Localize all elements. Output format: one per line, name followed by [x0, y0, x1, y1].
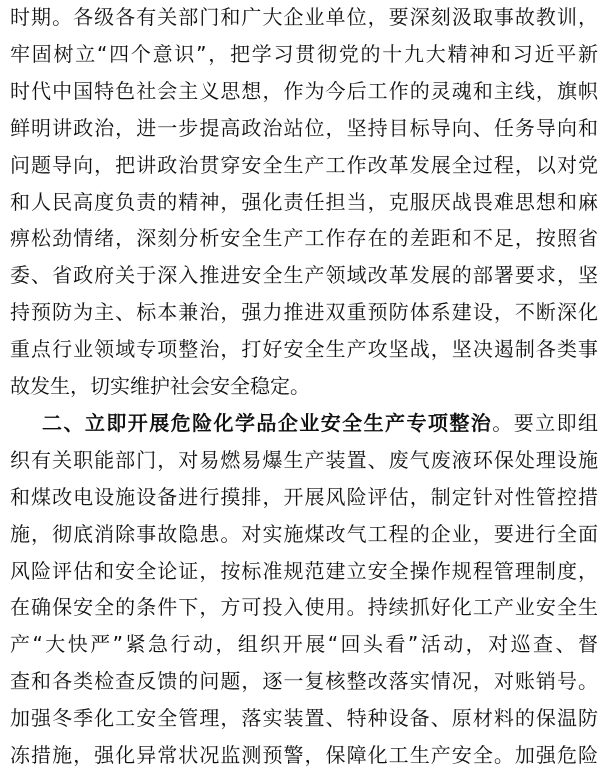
- text-line: 和煤改电设施设备进行摸排，开展风险评估，制定针对性管控措: [10, 485, 598, 509]
- text-line: 时期。各级各有关部门和广大企业单位，要深刻汲取事故教训，: [10, 5, 598, 29]
- text-line: 施，彻底消除事故隐患。对实施煤改气工程的企业，要进行全面: [10, 522, 598, 546]
- text-line: 查和各类检查反馈的问题，逐一复核整改落实情况，对账销号。: [10, 669, 598, 693]
- text-line: 委、省政府关于深入推进安全生产领域改革发展的部署要求，坚: [10, 263, 598, 287]
- text-line: 产“大快严”紧急行动，组织开展“回头看”活动，对巡查、督: [10, 632, 598, 656]
- text-line: 和人民高度负责的精神，强化责任担当，克服厌战畏难思想和麻: [10, 190, 598, 214]
- text-line: 在确保安全的条件下，方可投入使用。持续抓好化工产业安全生: [10, 595, 598, 619]
- section-heading-line: [42, 408, 598, 438]
- text-line: 加强冬季化工安全管理，落实装置、特种设备、原材料的保温防: [10, 706, 598, 730]
- text-line: 痹松劲情绪，深刻分析安全生产工作存在的差距和不足，按照省: [10, 226, 598, 250]
- text-line: 故发生，切实维护社会安全稳定。: [10, 374, 310, 398]
- text-line: 冻措施，强化异常状况监测预警，保障化工生产安全。加强危险: [10, 743, 598, 767]
- heading-continuation: 。要立即组: [492, 411, 599, 435]
- text-line: 持预防为主、标本兼治，强力推进双重预防体系建设，不断深化: [10, 300, 598, 324]
- text-line: 问题导向，把讲政治贯穿安全生产工作改革发展全过程，以对党: [10, 153, 598, 177]
- text-line: 时代中国特色社会主义思想，作为今后工作的灵魂和主线，旗帜: [10, 79, 598, 103]
- text-line: 风险评估和安全论证，按标准规范建立安全操作规程管理制度，: [10, 559, 598, 583]
- text-line: 鲜明讲政治，进一步提高政治站位，坚持目标导向、任务导向和: [10, 116, 598, 140]
- text-line: 重点行业领域专项整治，打好安全生产攻坚战，坚决遏制各类事: [10, 337, 598, 361]
- text-line: 牢固树立“四个意识”，把学习贯彻党的十九大精神和习近平新: [10, 42, 598, 66]
- section-heading: 二、立即开展危险化学品企业安全生产专项整治: [42, 411, 493, 435]
- text-line: 织有关职能部门，对易燃易爆生产装置、废气废液环保处理设施: [10, 448, 598, 472]
